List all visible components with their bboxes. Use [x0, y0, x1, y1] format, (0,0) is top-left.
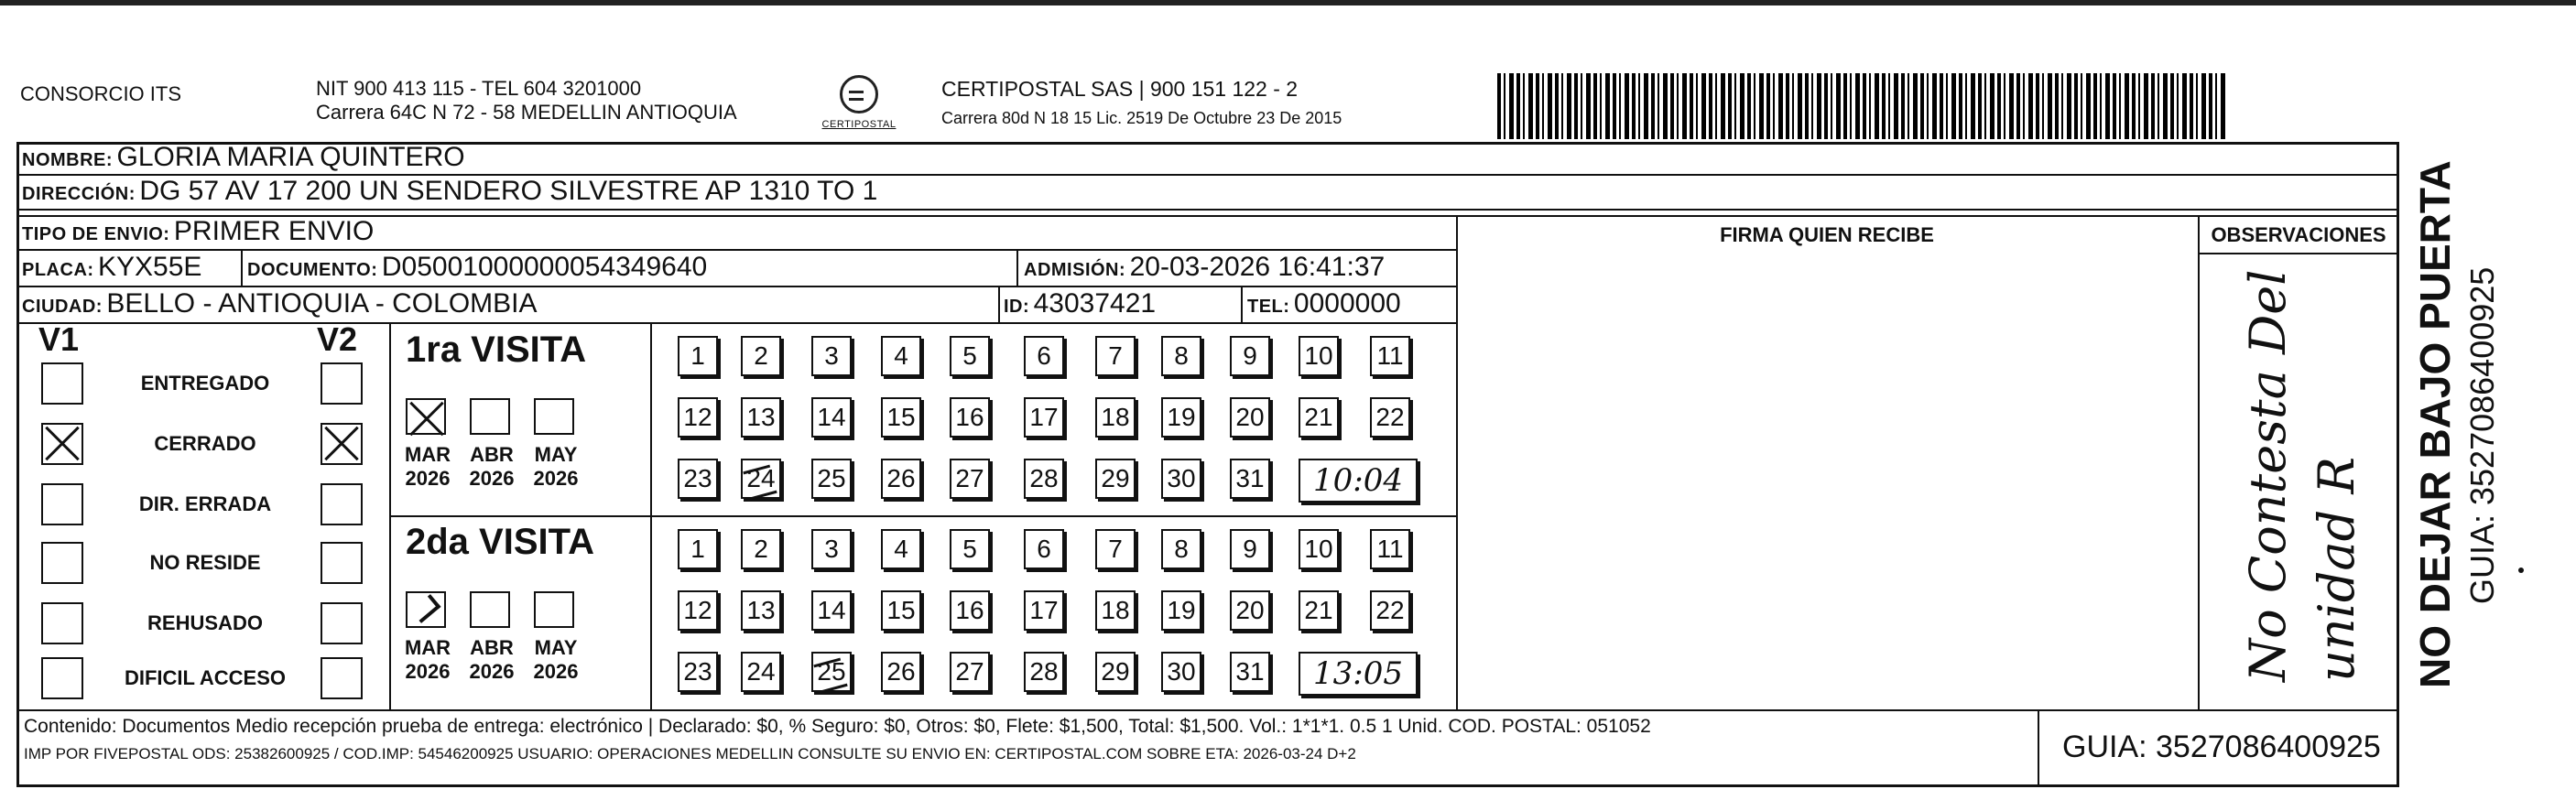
v2-checkbox[interactable]	[321, 602, 363, 644]
firma-header: FIRMA QUIEN RECIBE	[1720, 223, 1934, 246]
observaciones-header: OBSERVACIONES	[2211, 223, 2386, 246]
day-box[interactable]: 25	[811, 652, 852, 692]
nombre-row	[22, 142, 465, 173]
day-box[interactable]: 16	[950, 590, 990, 631]
admision-label: ADMISIÓN:	[1024, 260, 1126, 280]
day-box[interactable]: 9	[1230, 336, 1270, 376]
day-box[interactable]: 3	[811, 336, 852, 376]
ciudad-label: CIUDAD:	[22, 297, 103, 317]
day-box[interactable]: 16	[950, 397, 990, 438]
company-name: CONSORCIO ITS	[20, 82, 182, 105]
day-box[interactable]: 8	[1161, 336, 1201, 376]
v2-checkbox[interactable]	[321, 423, 363, 465]
observacion-line-2: unidad R	[2308, 457, 2365, 682]
v2-checkbox[interactable]	[321, 483, 363, 525]
status-label: DIR. ERRADA	[138, 492, 272, 515]
month-name: MAY	[534, 636, 578, 659]
documento-cell	[247, 252, 707, 283]
tipo-value: PRIMER ENVIO	[173, 216, 375, 246]
month-checkbox[interactable]	[406, 591, 446, 628]
day-box[interactable]: 7	[1095, 529, 1136, 569]
v1-checkbox[interactable]	[41, 483, 83, 525]
day-box[interactable]: 24	[741, 652, 781, 692]
license-line: Carrera 80d N 18 15 Lic. 2519 De Octubre 23 De 2015	[941, 109, 1342, 127]
month-year: 2026	[469, 660, 515, 683]
day-box[interactable]: 31	[1230, 459, 1270, 499]
barcode	[1497, 73, 2225, 139]
month-name: MAY	[534, 443, 578, 466]
v2-header: V2	[317, 320, 358, 358]
day-box[interactable]: 13	[741, 397, 781, 438]
v2-checkbox[interactable]	[321, 657, 363, 699]
placa-value: KYX55E	[98, 252, 202, 282]
day-box[interactable]: 2	[741, 336, 781, 376]
side-guia: GUIA: 3527086400925	[2463, 266, 2501, 604]
month-year: 2026	[533, 660, 579, 683]
tipo-label: TIPO DE ENVIO:	[22, 224, 170, 244]
day-box[interactable]: 14	[811, 397, 852, 438]
nombre-value: GLORIA MARIA QUINTERO	[116, 142, 465, 172]
ciudad-cell	[22, 288, 538, 319]
month-year: 2026	[405, 467, 451, 490]
status-label: REHUSADO	[147, 611, 263, 634]
status-label: ENTREGADO	[140, 372, 270, 395]
day-box[interactable]: 4	[881, 336, 921, 376]
admision-value: 20-03-2026 16:41:37	[1129, 252, 1386, 282]
day-box[interactable]: 8	[1161, 529, 1201, 569]
day-box[interactable]: 10	[1299, 529, 1339, 569]
visit-time: 13:05	[1299, 652, 1418, 696]
day-box[interactable]: 7	[1095, 336, 1136, 376]
day-box[interactable]: 28	[1024, 459, 1064, 499]
day-box[interactable]: 23	[678, 652, 718, 692]
day-box[interactable]: 5	[950, 529, 990, 569]
day-box[interactable]: 29	[1095, 459, 1136, 499]
documento-label: DOCUMENTO:	[247, 260, 378, 280]
day-box[interactable]: 27	[950, 652, 990, 692]
day-box[interactable]: 15	[881, 397, 921, 438]
day-box[interactable]: 12	[678, 590, 718, 631]
day-box[interactable]: 9	[1230, 529, 1270, 569]
day-box[interactable]: 12	[678, 397, 718, 438]
month-label	[460, 443, 524, 491]
day-box[interactable]: 1	[678, 529, 718, 569]
month-label	[524, 443, 588, 491]
day-box[interactable]: 26	[881, 652, 921, 692]
month-year: 2026	[533, 467, 579, 490]
month-checkbox[interactable]	[470, 398, 510, 435]
address-line: Carrera 64C N 72 - 58 MEDELLIN ANTIOQUIA	[316, 101, 737, 124]
day-box[interactable]: 28	[1024, 652, 1064, 692]
direccion-label: DIRECCIÓN:	[22, 184, 136, 204]
month-checkbox[interactable]	[534, 591, 574, 628]
day-box[interactable]: 23	[678, 459, 718, 499]
month-checkbox[interactable]	[406, 398, 446, 435]
day-box[interactable]: 17	[1024, 397, 1064, 438]
day-box[interactable]: 3	[811, 529, 852, 569]
logo-text: CERTIPOSTAL	[821, 119, 897, 130]
v1-checkbox[interactable]	[41, 423, 83, 465]
month-name: MAR	[404, 636, 451, 659]
month-label	[396, 443, 460, 491]
v2-checkbox[interactable]	[321, 542, 363, 584]
imp-text: IMP POR FIVEPOSTAL ODS: 25382600925 / COD.IMP: 54546200925 USUARIO: OPERACIONES MEDELLIN CONSULTE SU ENVIO EN: CERTIPOSTAL.COM SOBRE ETA: 2026-03-24 D+2	[24, 745, 1356, 762]
v1-header: V1	[38, 320, 80, 358]
placa-cell	[22, 252, 201, 283]
month-label	[460, 636, 524, 684]
day-box[interactable]: 6	[1024, 336, 1064, 376]
status-label: DIFICIL ACCESO	[124, 666, 286, 689]
day-box[interactable]: 18	[1095, 397, 1136, 438]
top-border	[0, 0, 2576, 5]
direccion-row	[22, 176, 877, 207]
visit-time: 10:04	[1299, 459, 1418, 503]
tel-value: 0000000	[1293, 288, 1401, 319]
month-year: 2026	[469, 467, 515, 490]
month-name: ABR	[470, 636, 514, 659]
day-box[interactable]: 6	[1024, 529, 1064, 569]
day-box[interactable]: 15	[881, 590, 921, 631]
day-box[interactable]: 20	[1230, 590, 1270, 631]
day-box[interactable]: 21	[1299, 397, 1339, 438]
side-dot	[2518, 568, 2524, 573]
visit1-title: 1ra VISITA	[406, 330, 587, 370]
month-checkbox[interactable]	[470, 591, 510, 628]
day-box[interactable]: 26	[881, 459, 921, 499]
day-box[interactable]: 31	[1230, 652, 1270, 692]
month-name: ABR	[470, 443, 514, 466]
certipostal-logo	[813, 75, 905, 139]
month-checkbox[interactable]	[534, 398, 574, 435]
tel-cell	[1247, 288, 1401, 319]
month-year: 2026	[405, 660, 451, 683]
guia-number: GUIA: 3527086400925	[2062, 730, 2381, 764]
day-box[interactable]: 30	[1161, 652, 1201, 692]
tipo-row	[22, 216, 374, 247]
id-cell	[1004, 288, 1156, 319]
day-box[interactable]: 11	[1370, 529, 1410, 569]
contenido-text: Contenido: Documentos Medio recepción prueba de entrega: electrónico | Declarado: $0, % Seguro: $0, Otros: $0, Flete: $1,500, Total: $1,500. Vol.: 1*1*1. 0.5 1 Unid. COD. POSTAL: 051052	[24, 716, 1651, 737]
month-label	[396, 636, 460, 684]
documento-value: D05001000000054349640	[381, 252, 708, 282]
v1-checkbox[interactable]	[41, 657, 83, 699]
day-box[interactable]: 14	[811, 590, 852, 631]
month-name: MAR	[404, 443, 451, 466]
day-box[interactable]: 13	[741, 590, 781, 631]
day-box[interactable]: 4	[881, 529, 921, 569]
day-box[interactable]: 22	[1370, 397, 1410, 438]
v1-checkbox[interactable]	[41, 542, 83, 584]
v2-checkbox[interactable]	[321, 362, 363, 405]
status-label: CERRADO	[154, 432, 256, 455]
day-box[interactable]: 19	[1161, 397, 1201, 438]
certipostal-line: CERTIPOSTAL SAS | 900 151 122 - 2	[941, 77, 1299, 101]
day-box[interactable]: 30	[1161, 459, 1201, 499]
ciudad-value: BELLO - ANTIOQUIA - COLOMBIA	[106, 288, 538, 319]
day-box[interactable]: 17	[1024, 590, 1064, 631]
day-box[interactable]: 24	[741, 459, 781, 499]
tel-label: TEL:	[1247, 297, 1290, 317]
v1-checkbox[interactable]	[41, 602, 83, 644]
direccion-value: DG 57 AV 17 200 UN SENDERO SILVESTRE AP 1310 TO 1	[139, 176, 878, 206]
day-box[interactable]: 11	[1370, 336, 1410, 376]
day-box[interactable]: 20	[1230, 397, 1270, 438]
day-box[interactable]: 27	[950, 459, 990, 499]
day-box[interactable]: 19	[1161, 590, 1201, 631]
admision-cell	[1024, 252, 1385, 283]
day-box[interactable]: 10	[1299, 336, 1339, 376]
nombre-label: NOMBRE:	[22, 150, 114, 170]
day-box[interactable]: 22	[1370, 590, 1410, 631]
logo-emblem-icon	[840, 75, 878, 114]
day-box[interactable]: 25	[811, 459, 852, 499]
v1-checkbox[interactable]	[41, 362, 83, 405]
day-box[interactable]: 5	[950, 336, 990, 376]
day-box[interactable]: 21	[1299, 590, 1339, 631]
id-value: 43037421	[1033, 288, 1157, 319]
day-box[interactable]: 1	[678, 336, 718, 376]
placa-label: PLACA:	[22, 260, 94, 280]
visit2-title: 2da VISITA	[406, 522, 594, 562]
day-box[interactable]: 29	[1095, 652, 1136, 692]
id-label: ID:	[1004, 297, 1030, 317]
day-box[interactable]: 18	[1095, 590, 1136, 631]
status-label: NO RESIDE	[149, 551, 261, 574]
no-dejar-warning: NO DEJAR BAJO PUERTA	[2411, 160, 2459, 688]
month-label	[524, 636, 588, 684]
day-box[interactable]: 2	[741, 529, 781, 569]
observacion-line-1: No Contesta Del	[2239, 269, 2297, 682]
nit-line: NIT 900 413 115 - TEL 604 3201000	[316, 77, 642, 100]
